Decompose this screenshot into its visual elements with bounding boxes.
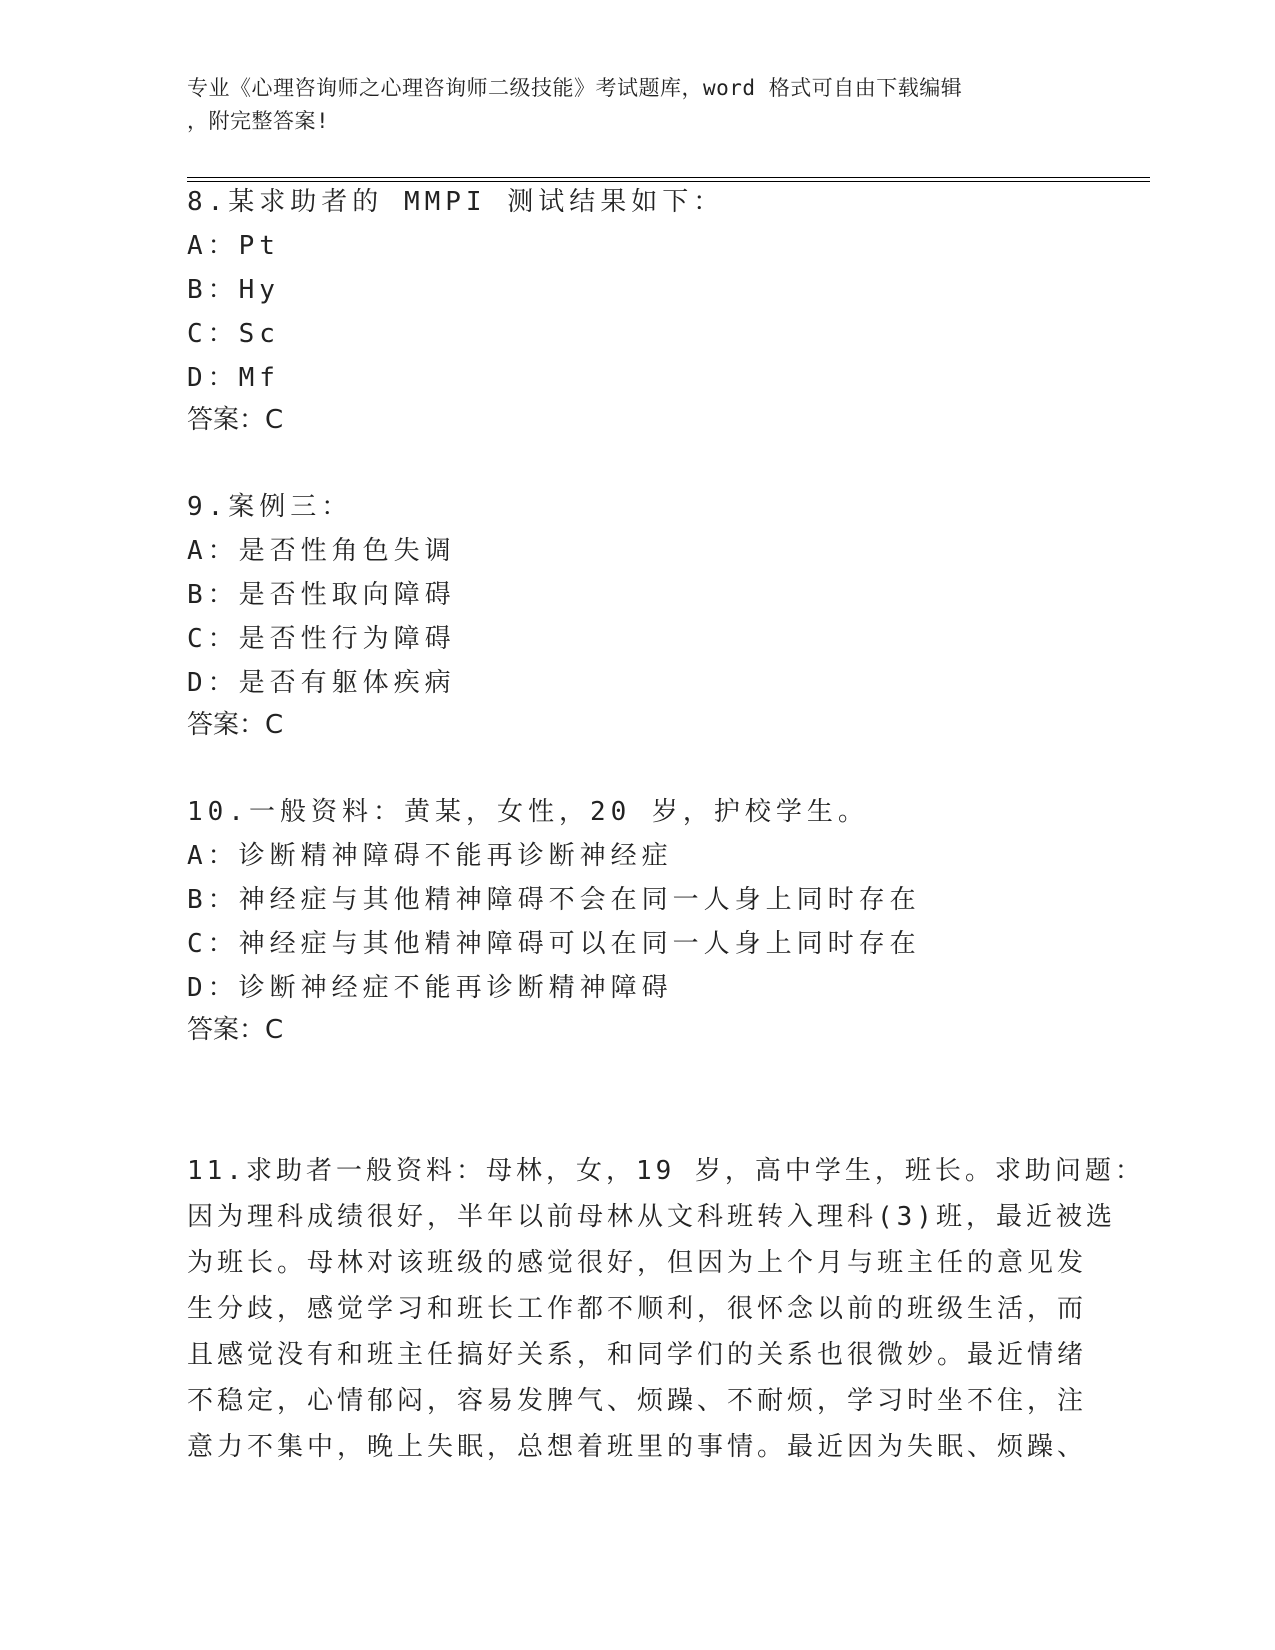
question-8-option-c: C：Sc <box>187 319 280 349</box>
question-10-stem: 10.一般资料：黄某，女性，20 岁，护校学生。 <box>187 797 869 827</box>
question-10-option-b: B：神经症与其他精神障碍不会在同一人身上同时存在 <box>187 885 921 915</box>
question-8-option-d: D：Mf <box>187 363 280 393</box>
question-9-option-b: B：是否性取向障碍 <box>187 580 456 610</box>
question-9-option-c: C：是否性行为障碍 <box>187 624 456 654</box>
header-line-1: 专业《心理咨询师之心理咨询师二级技能》考试题库，word 格式可自由下载编辑 <box>187 76 963 100</box>
question-8-option-a: A：Pt <box>187 231 280 261</box>
question-10-answer: 答案：C <box>187 1015 284 1045</box>
header-line-2: ，附完整答案! <box>187 109 330 133</box>
question-9-answer: 答案：C <box>187 710 284 740</box>
question-10-option-a: A：诊断精神障碍不能再诊断神经症 <box>187 841 673 871</box>
question-11-line: 且感觉没有和班主任搞好关系，和同学们的关系也很微妙。最近情绪 <box>187 1340 1088 1370</box>
question-10-option-d: D：诊断神经症不能再诊断精神障碍 <box>187 973 673 1003</box>
question-9-option-d: D：是否有躯体疾病 <box>187 668 456 698</box>
question-9-option-a: A：是否性角色失调 <box>187 536 456 566</box>
header-divider-top <box>187 177 1150 178</box>
question-8-option-b: B：Hy <box>187 275 280 305</box>
header-divider-bottom <box>187 181 1150 182</box>
document-header <box>187 72 1067 138</box>
question-11-line: 11.求助者一般资料：母林，女，19 岁，高中学生，班长。求助问题： <box>187 1156 1145 1186</box>
question-11-line: 生分歧，感觉学习和班长工作都不顺利，很怀念以前的班级生活，而 <box>187 1294 1088 1324</box>
question-11-line: 意力不集中，晚上失眠，总想着班里的事情。最近因为失眠、烦躁、 <box>187 1432 1088 1462</box>
question-8-stem: 8.某求助者的 MMPI 测试结果如下： <box>187 187 725 217</box>
question-9-stem: 9.案例三： <box>187 492 353 522</box>
question-11-line: 为班长。母林对该班级的感觉很好，但因为上个月与班主任的意见发 <box>187 1248 1088 1278</box>
question-11-text <box>187 1148 1145 1470</box>
question-11-line: 因为理科成绩很好，半年以前母林从文科班转入理科(3)班，最近被选 <box>187 1202 1116 1232</box>
question-10-option-c: C：神经症与其他精神障碍可以在同一人身上同时存在 <box>187 929 921 959</box>
question-8-answer: 答案：C <box>187 405 284 435</box>
question-11-line: 不稳定，心情郁闷，容易发脾气、烦躁、不耐烦，学习时坐不住，注 <box>187 1386 1088 1416</box>
